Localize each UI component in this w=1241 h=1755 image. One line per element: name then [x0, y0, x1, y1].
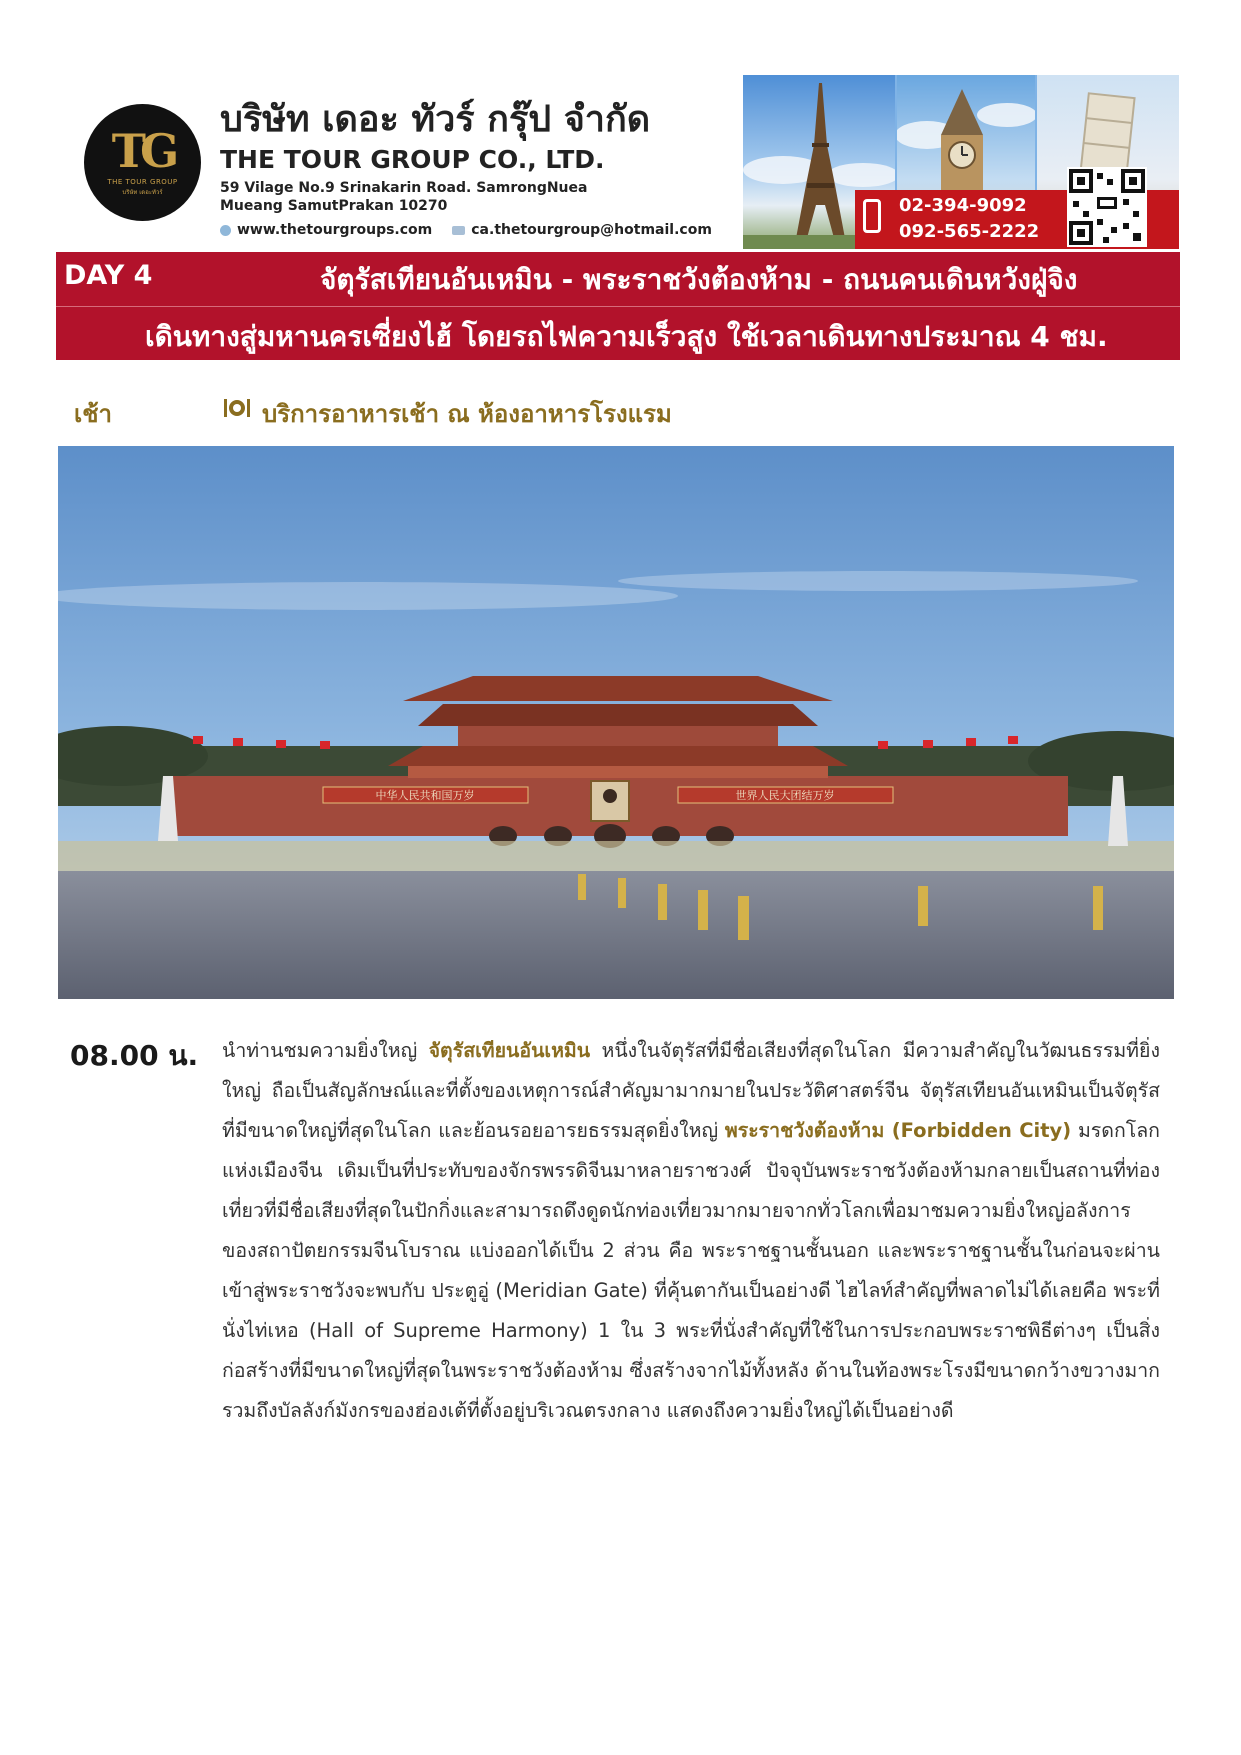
company-address-line2: Mueang SamutPrakan 10270 — [220, 198, 448, 214]
email-icon — [452, 226, 465, 235]
dish-icon — [224, 397, 250, 419]
band-divider — [56, 306, 1180, 307]
desc-part-3: มรดกโลกแห่งเมืองจีน เดิมเป็นที่ประทับของจักรพรรดิจีนมาหลายราชวงศ์ ปัจจุบันพระราชวังต้องห้ามกลายเป็นสถานที่ท่องเที่ยวที่มีชื่อเสียงที่สุดในปักกิ่งและสามารถดึงดูดนักท่องเที่ยวมากมายจากทั่วโลกเพื่อมาชมความยิ่งใหญ่อลังการของสถาปัตยกรรมจีนโบราณ แบ่งออกได้เป็น 2 ส่วน คือ พระราชฐานชั้นนอก และพระราชฐานชั้นในก่อนจะผ่านเข้าสู่พระราชวังจะพบกับ ประตูอู่ (Meridian Gate) ที่คุ้นตากันเป็นอย่างดี ไฮไลท์สำคัญที่พลาดไม่ได้เลยคือ พระที่นั่งไท่เหอ (Hall of Supreme Harmony) 1 ใน 3 พระที่นั่งสำคัญที่ใช้ในการประกอบพระราชพิธีต่างๆ เป็นสิ่งก่อสร้างที่มีขนาดใหญ่ที่สุดในพระราชวังต้องห้าม ซึ่งสร้างจากไม้ทั้งหลัง ด้านในท้องพระโรงมีขนาดกว้างขวางมาก รวมถึงบัลลังก์มังกรของฮ่องเต้ที่ตั้งอยู่บริเวณตรงกลาง แสดงถึงความยิ่งใหญ่ได้เป็นอย่างดี — [222, 1119, 1160, 1422]
desc-part-2: หนึ่งในจัตุรัสที่มีชื่อเสียงที่สุดในโลก มีความสำคัญในวัฒนธรรมที่ยิ่งใหญ่ ถือเป็นสัญลักษณ์และที่ตั้งของเหตุการณ์สำคัญมามากมายในประวัติศาสตร์จีน จัตุรัสเทียนอันเหมินเป็นจัตุรัสที่มีขนาดใหญ่ที่สุดในโลก และย้อนรอยอารยธรรมสุดยิ่งใหญ่ — [222, 1039, 1160, 1142]
banner-left-text: 中华人民共和国万岁 — [375, 789, 475, 802]
company-logo — [84, 104, 201, 221]
logo-mark: TG — [111, 124, 174, 178]
tiananmen-photo — [58, 446, 1174, 999]
highlight-tiananmen: จัตุรัสเทียนอันเหมิน — [428, 1039, 591, 1062]
day-label: DAY 4 — [64, 260, 153, 291]
desc-part-1: นำท่านชมความยิ่งใหญ่ — [222, 1039, 429, 1062]
banner-right-text: 世界人民大团结万岁 — [735, 789, 835, 802]
company-contact — [220, 222, 712, 238]
highlight-forbidden-city: พระราชวังต้องห้าม (Forbidden City) — [724, 1119, 1072, 1142]
line-qr-code[interactable] — [1067, 167, 1147, 247]
logo-subtitle: THE TOUR GROUP — [107, 178, 178, 186]
company-name-english: THE TOUR GROUP CO., LTD. — [220, 145, 605, 174]
itinerary-description — [222, 1031, 1160, 1431]
phone-number-1[interactable]: 02-394-9092 — [899, 195, 1027, 216]
logo-subtitle-thai: บริษัท เดอะทัวร์ — [122, 189, 163, 196]
meal-time-label: เช้า — [74, 400, 112, 428]
company-address-line1: 59 Vilage No.9 Srinakarin Road. SamrongNuea — [220, 180, 588, 196]
globe-icon — [220, 225, 231, 236]
day-title-line1: จัตุรัสเทียนอันเหมิน - พระราชวังต้องห้าม - ถนนคนเดินหวังฝู่จิง — [320, 263, 1078, 296]
phone-number-2[interactable]: 092-565-2222 — [899, 221, 1040, 242]
itinerary-time: 08.00 น. — [70, 1039, 199, 1072]
phone-icon — [863, 199, 881, 233]
company-name-thai: บริษัท เดอะ ทัวร์ กรุ๊ป จำกัด — [220, 99, 651, 140]
website-link[interactable]: www.thetourgroups.com — [237, 222, 433, 238]
email-link[interactable]: ca.thetourgroup@hotmail.com — [471, 222, 712, 238]
day-title-line2: เดินทางสู่มหานครเซี่ยงไฮ้ โดยรถไฟความเร็วสูง ใช้เวลาเดินทางประมาณ 4 ชม. — [145, 320, 1108, 353]
meal-description: บริการอาหารเช้า ณ ห้องอาหารโรงแรม — [262, 400, 672, 428]
header-banner — [743, 75, 1179, 249]
